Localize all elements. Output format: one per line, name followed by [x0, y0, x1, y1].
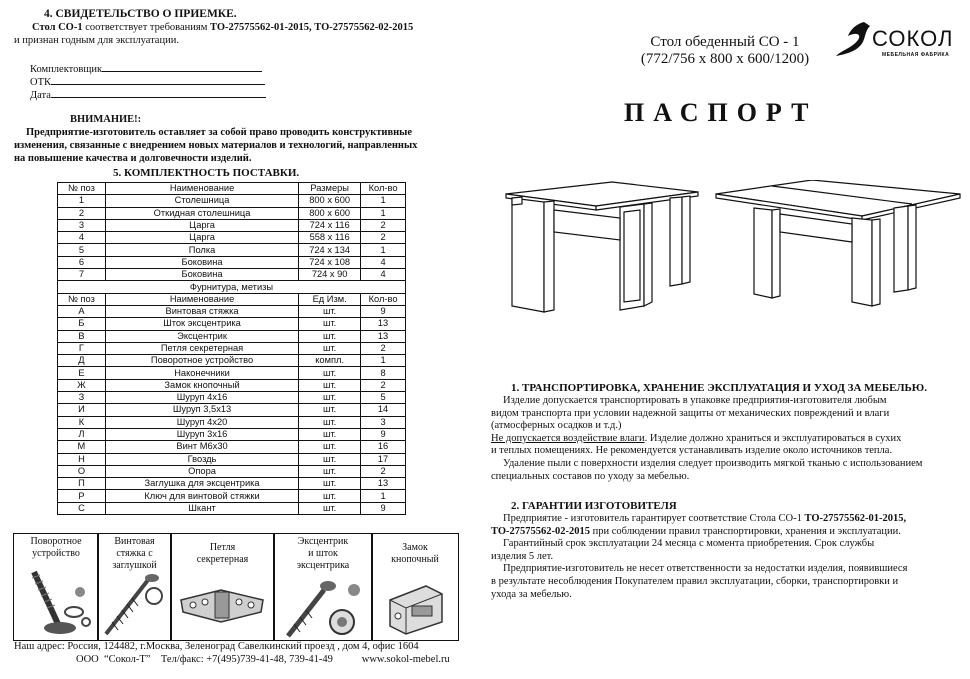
- push-lock-image: [372, 576, 458, 636]
- fitting-row: З Шуруп 4х16 шт. 5: [58, 392, 406, 404]
- logo-text: СОКОЛ: [872, 26, 954, 51]
- fittings-table-header: № поз Наименование Ед Изм. Кол-во: [58, 293, 406, 305]
- fitting-row: Н Гвоздь шт. 17: [58, 453, 406, 465]
- fitting-row: А Винтовая стяжка шт. 9: [58, 305, 406, 317]
- fittings-subtitle-row: Фурнитура, метизы: [58, 281, 406, 293]
- part-row: 5 Полка 724 х 134 1: [58, 244, 406, 256]
- kit-title: 5. КОМПЛЕКТНОСТЬ ПОСТАВКИ.: [113, 167, 300, 179]
- acceptance-line2: и признан годным для эксплуатации.: [14, 35, 179, 46]
- screw-tie-image: [98, 574, 171, 640]
- fitting-row: О Опора шт. 2: [58, 465, 406, 477]
- logo-subtitle: МЕБЕЛЬНАЯ ФАБРИКА: [882, 52, 950, 58]
- product-title: Стол обеденный СО - 1 (772/756 х 800 х 600/1200): [640, 34, 810, 67]
- fitting-screw-tie: Винтовая стяжка с заглушкой: [97, 533, 172, 641]
- part-row: 4 Царга 558 х 116 2: [58, 232, 406, 244]
- fitting-row: Б Шток эксцентрика шт. 13: [58, 318, 406, 330]
- fitting-row: В Эксцентрик шт. 13: [58, 330, 406, 342]
- part-row: 3 Царга 724 х 116 2: [58, 219, 406, 231]
- fitting-eccentric: Эксцентрик и шток эксцентрика: [273, 533, 373, 641]
- part-row: 7 Боковина 724 х 90 4: [58, 269, 406, 281]
- warning-text: Предприятие-изготовитель оставляет за собой право проводить конструктивные изменения, связанные с внедрением новых материалов и технологий, направленных на повышение качества и долговечности изделий.: [14, 127, 418, 164]
- fitting-secretaire-hinge: Петля секретерная: [170, 533, 275, 641]
- acceptance-title: 4. СВИДЕТЕЛЬСТВО О ПРИЕМКЕ.: [44, 8, 237, 20]
- footer-address: Наш адрес: Россия, 124482, г.Москва, Зеленоград Савелкинский проезд , дом 4, офис 1604: [14, 641, 419, 652]
- rotary-device-image: [14, 568, 98, 638]
- company-logo: [834, 18, 964, 68]
- fitting-row: И Шуруп 3,5х13 шт. 14: [58, 404, 406, 416]
- passport-heading: ПАСПОРТ: [624, 98, 818, 127]
- fitting-row: С Шкант шт. 9: [58, 502, 406, 514]
- warranty-title: 2. ГАРАНТИИ ИЗГОТОВИТЕЛЯ: [511, 500, 677, 512]
- signature-complector: Комплектовщик: [30, 61, 262, 75]
- falcon-logo-icon: [834, 20, 874, 60]
- fitting-rotary-device: Поворотное устройство: [13, 533, 99, 641]
- warranty-text: Предприятие - изготовитель гарантирует соответствие Стола СО-1 ТО-27575562-01-2015, ТО-27575562-02-2015 при соблюдении правил транспортировки, хранения и эксплуатации. Гарантийный срок эксплуатации 24 месяца с момента приобретения. Срок службы изделия 5 лет. Предприятие-изготовитель не несет ответственности за недостатки изделия, появившиеся в результате несоблюдения Покупателем правил эксплуатации, сборки, транспортировки и ухода за мебелью.: [491, 513, 908, 600]
- fitting-push-lock: Замок кнопочный: [371, 533, 459, 641]
- table-unfolded-drawing: [712, 180, 964, 330]
- fitting-row: Р Ключ для винтовой стяжки шт. 1: [58, 490, 406, 502]
- hinge-image: [171, 578, 274, 628]
- fitting-row: Л Шуруп 3х16 шт. 9: [58, 428, 406, 440]
- kit-table-header: № поз Наименование Размеры Кол-во: [58, 183, 406, 195]
- table-folded-drawing: [500, 180, 700, 330]
- transport-text: Изделие допускается транспортировать в упаковке предприятия-изготовителя любым видом транспорта при условии надежной защиты от механических повреждений и влаги (атмосферных осадков и т.д.) Не допускается воздействие влаги. Изделие должно храниться и эксплуатироваться в сухих и теплых помещениях. Не рекомендуется устанавливать изделие около источников тепла. Удаление пыли с поверхности изделия следует производить мягкой тканью с использованием специальных составов по уходу за мебелью.: [491, 395, 923, 482]
- part-row: 1 Столешница 800 х 600 1: [58, 195, 406, 207]
- kit-table: [57, 182, 406, 515]
- part-row: 6 Боковина 724 х 108 4: [58, 256, 406, 268]
- transport-title: 1. ТРАНСПОРТИРОВКА, ХРАНЕНИЕ ЭКСПЛУАТАЦИЯ И УХОД ЗА МЕБЕЛЬЮ.: [511, 382, 927, 394]
- fitting-row: Е Наконечники шт. 8: [58, 367, 406, 379]
- fitting-row: М Винт М6х30 шт. 16: [58, 441, 406, 453]
- acceptance-line1: Стол СО-1 соответствует требованиям ТО-27575562-01-2015, ТО-27575562-02-2015: [32, 22, 414, 33]
- fitting-row: Д Поворотное устройство компл. 1: [58, 355, 406, 367]
- footer-company: ООО “Сокол-Т” Тел/факс: +7(495)739-41-48, 739-41-49 www.sokol-mebel.ru: [76, 654, 450, 665]
- eccentric-image: [274, 574, 372, 640]
- fitting-row: К Шуруп 4х20 шт. 3: [58, 416, 406, 428]
- fitting-row: П Заглушка для эксцентрика шт. 13: [58, 478, 406, 490]
- fitting-row: Г Петля секретерная шт. 2: [58, 342, 406, 354]
- signature-date: Дата: [30, 87, 266, 101]
- warning-title: ВНИМАНИЕ!:: [70, 114, 142, 125]
- fitting-row: Ж Замок кнопочный шт. 2: [58, 379, 406, 391]
- part-row: 2 Откидная столешница 800 х 600 1: [58, 207, 406, 219]
- signature-otk: ОТК: [30, 74, 265, 88]
